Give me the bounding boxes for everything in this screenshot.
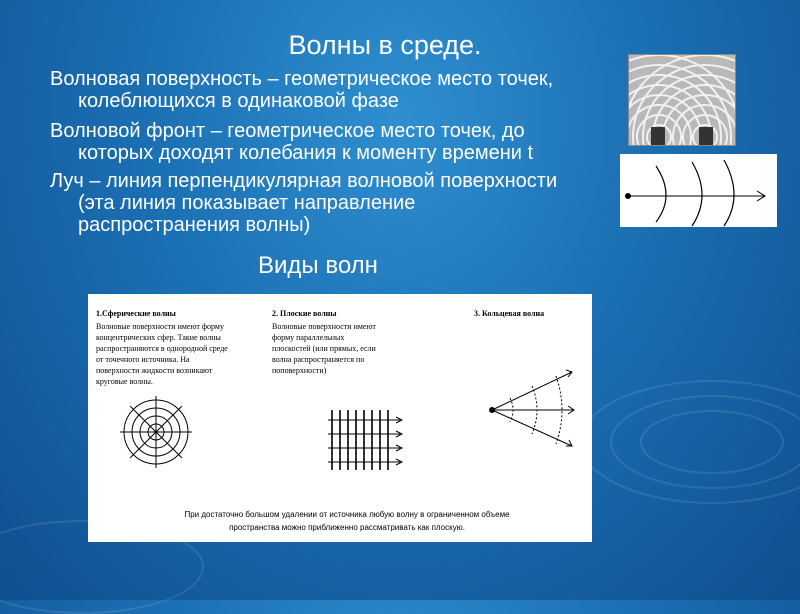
note-line: пространства можно приближенно рассматривать как плоскую. xyxy=(229,523,465,532)
interference-pattern-image xyxy=(629,55,735,145)
ray-diagram-graphic xyxy=(620,154,777,227)
approximation-note xyxy=(142,508,552,534)
spherical-waves-description xyxy=(96,321,228,387)
interference-photo xyxy=(628,54,736,146)
note-line: При достаточно большом удалении от источника любую волну в ограниченном объеме xyxy=(184,510,510,519)
description-line: поповерхности) xyxy=(272,366,327,375)
description-line: от точечного источника. На xyxy=(96,355,190,364)
spherical-waves-title: 1.Сферические волны xyxy=(96,309,176,318)
plane-waves-description xyxy=(272,321,376,376)
description-line: плоскостей (или прямых, если xyxy=(272,344,376,353)
plane-waves-title: 2. Плоские волны xyxy=(272,309,337,318)
definition-line: распространения волны) xyxy=(78,214,311,236)
description-line: круговые волны. xyxy=(96,377,153,386)
definition-line: Волновая поверхность – геометрическое место точек, xyxy=(50,68,554,90)
description-line: форму параллельных xyxy=(272,333,345,342)
description-line: Волновые поверхности имеют xyxy=(272,322,376,331)
definition-line: которых доходят колебания к моменту времени t xyxy=(78,142,534,164)
ring-wave-diagram xyxy=(484,366,580,452)
ray-diagram xyxy=(620,154,777,227)
definition-ray xyxy=(50,170,557,236)
description-line: Волновые поверхности имеют форму xyxy=(96,322,224,331)
wave-types-panel xyxy=(88,294,592,542)
spherical-wave-diagram xyxy=(118,394,194,470)
definition-line: Волновой фронт – геометрическое место точек, до xyxy=(50,120,525,142)
definition-line: Луч – линия перпендикулярная волновой поверхности xyxy=(50,170,558,192)
definition-wave-front xyxy=(50,120,533,164)
slide-title: Волны в среде. xyxy=(288,30,482,60)
definition-wave-surface xyxy=(50,68,553,112)
ring-wave-title: 3. Кольцевая волна xyxy=(474,309,545,318)
definition-line: колеблющихся в одинаковой фазе xyxy=(78,90,399,112)
background-ripple xyxy=(580,380,800,504)
description-line: поверхности жидкости возникают xyxy=(96,366,213,375)
wave-types-heading: Виды волн xyxy=(258,252,378,279)
description-line: концентрических сфер. Такие волны xyxy=(96,333,221,342)
description-line: распространяются в однородной среде xyxy=(96,344,228,353)
definition-line: (эта линия показывает направление xyxy=(78,192,416,214)
description-line: волна распространяется по xyxy=(272,355,365,364)
plane-wave-diagram xyxy=(326,406,408,474)
